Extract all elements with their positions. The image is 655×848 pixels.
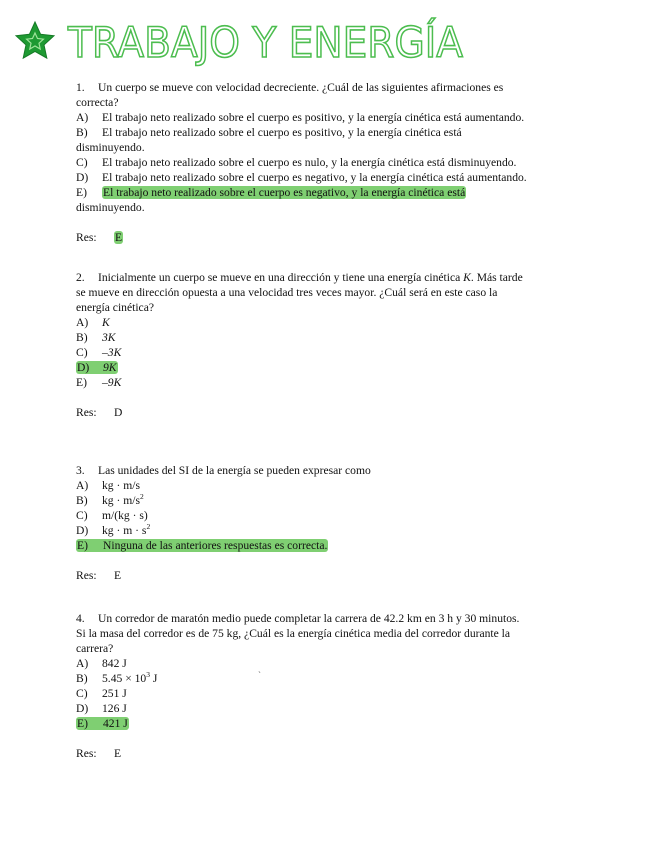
highlight: El trabajo neto realizado sobre el cuerpo es negativo, y la energía cinética está	[103, 186, 466, 199]
option-a: A) K	[76, 316, 110, 329]
star-icon	[16, 22, 54, 58]
question-text-cont: Si la masa del corredor es de 75 kg, ¿Cuál es la energía cinética media del corredor durante la	[76, 627, 511, 640]
question-text-cont: correcta?	[76, 96, 119, 109]
page-header	[12, 14, 492, 68]
option-a: A) El trabajo neto realizado sobre el cuerpo es positivo, y la energía cinética está aumentando.	[76, 111, 525, 124]
option-e-highlighted	[76, 716, 581, 731]
option-b: B) $5.45 \times 10^3$ J	[76, 670, 158, 685]
question-text: Un cuerpo se mueve con velocidad decreciente. ¿Cuál de las siguientes afirmaciones es	[98, 81, 504, 94]
option-c: C) m/(kg · s)	[76, 509, 148, 522]
option-d: D) kg · $m \cdot s^2$	[76, 522, 151, 537]
header-graphic	[12, 14, 492, 68]
option-b: B) 3K	[76, 331, 116, 344]
highlight: E) 421 J	[77, 717, 128, 730]
answer-value: E	[114, 569, 122, 582]
question-3	[76, 463, 581, 583]
question-text: Inicialmente un cuerpo se mueve en una dirección y tiene una energía cinética	[98, 271, 461, 284]
question-1	[76, 80, 581, 245]
option-d: D) 126 J	[76, 702, 127, 715]
option-c: C) 251 J	[76, 687, 127, 700]
option-a: A) kg · m/s	[76, 479, 141, 492]
option-a: A) 842 J	[76, 657, 127, 670]
option-c: C) –3K	[76, 346, 122, 359]
question-number: 3.	[76, 464, 85, 477]
question-number: 2.	[76, 271, 85, 284]
option-e-highlighted: E) El trabajo neto realizado sobre el cuerpo es negativo, y la energía cinética está	[76, 186, 466, 199]
page-title: TRABAJO Y ENERGÍA	[68, 18, 493, 67]
question-number: 1.	[76, 81, 85, 94]
question-text-cont: se mueve en dirección opuesta a una velocidad tres veces mayor. ¿Cuál será en este caso la	[76, 286, 498, 299]
highlight: D) 9K	[77, 361, 117, 374]
option-e-cont: disminuyendo.	[76, 201, 145, 214]
option-c: C) El trabajo neto realizado sobre el cuerpo es nulo, y la energía cinética está disminuyendo.	[76, 156, 517, 169]
question-text-cont2: carrera?	[76, 642, 114, 655]
stray-mark: `	[258, 670, 261, 680]
option-b: B) kg · $m/s^2$	[76, 492, 144, 507]
answer-row: Res: E	[76, 569, 122, 582]
option-b-cont: disminuyendo.	[76, 141, 145, 154]
answer-value: E	[115, 231, 123, 244]
answer-row: Res: E	[76, 747, 122, 760]
question-4	[76, 611, 581, 761]
question-text: Las unidades del SI de la energía se pueden expresar como	[98, 464, 371, 477]
question-2: 2. Inicialmente un cuerpo se mueve en una dirección y tiene una energía cinética K. Más tarde se mueve en dirección opuesta a una velocidad tres veces mayor. ¿Cuál será en este caso la energía cinética? A) K B) 3K C) –3K D) 9K E) –9K Res: D	[76, 270, 581, 420]
question-text: Un corredor de maratón medio puede completar la carrera de 42.2 km en 3 h y 30 minutos.	[98, 612, 520, 625]
option-b: B) El trabajo neto realizado sobre el cuerpo es positivo, y la energía cinética está	[76, 126, 462, 139]
option-d: D) El trabajo neto realizado sobre el cuerpo es negativo, y la energía cinética está aumentando.	[76, 171, 527, 184]
question-text-cont2: energía cinética?	[76, 301, 154, 314]
answer-value: D	[114, 406, 123, 419]
option-e-highlighted	[76, 538, 581, 553]
var-k: K	[463, 271, 471, 284]
answer-value: E	[114, 747, 122, 760]
option-d-highlighted	[76, 360, 581, 375]
answer-row: Res: E	[76, 231, 123, 244]
question-number: 4.	[76, 612, 85, 625]
answer-row: Res: D	[76, 406, 123, 419]
highlight: E) Ninguna de las anteriores respuestas es correcta.	[77, 539, 328, 552]
option-e: E) –9K	[76, 376, 122, 389]
